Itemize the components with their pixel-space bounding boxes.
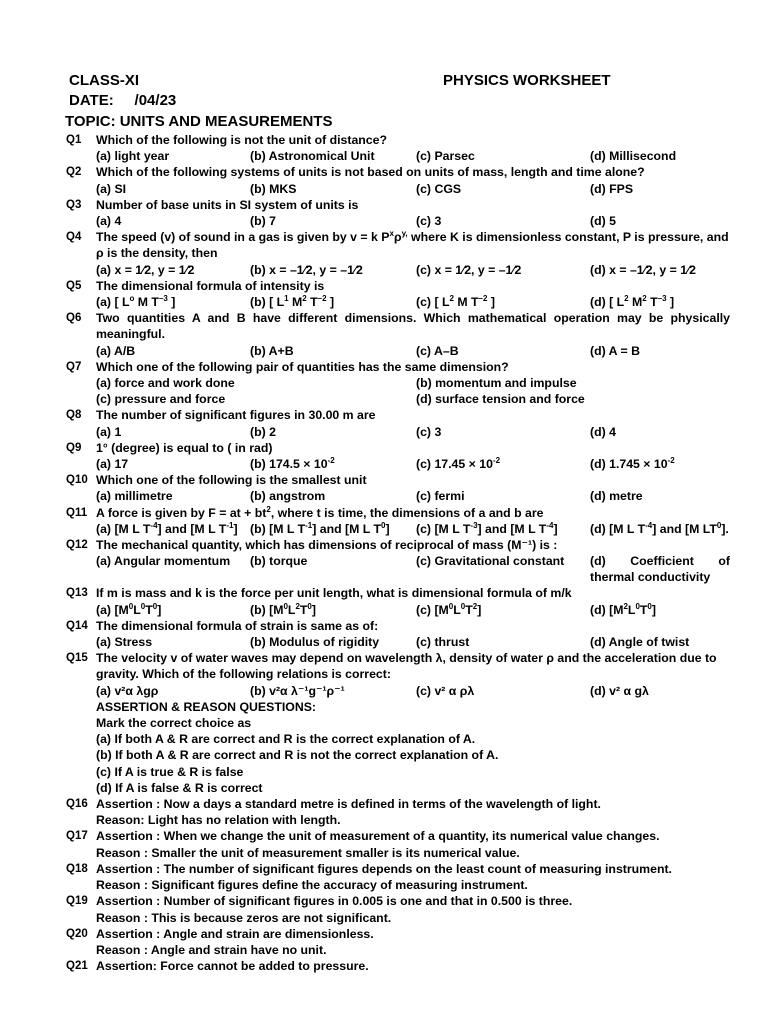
question-8	[0, 407, 768, 439]
question-number: Q21	[66, 960, 88, 973]
option-a: (a) light year	[96, 149, 170, 164]
question-number: Q11	[66, 506, 88, 519]
assertion-reason-instructions	[0, 699, 768, 796]
question-number: Q17	[66, 830, 88, 843]
assertion-text: Assertion : The number of significant figures depends on the least count of measuring instrument.	[96, 861, 672, 876]
question-14	[0, 618, 768, 650]
date-label: DATE: /04/23	[69, 92, 177, 109]
option-a: (a) millimetre	[96, 489, 173, 504]
option-c: (c) Gravitational constant	[416, 554, 565, 569]
choice-d: (d) If A is false & R is correct	[96, 780, 263, 795]
option-a: (a) 17	[96, 456, 129, 471]
question-number: Q2	[66, 166, 82, 179]
section-heading: ASSERTION & REASON QUESTIONS:	[96, 699, 316, 714]
question-21	[0, 958, 768, 974]
question-10	[0, 472, 768, 504]
question-text: The speed (v) of sound in a gas is given by v = k $P^x\rho^{y,}$ where K is dimensionless constant, P is pressure, and ρ is the density, then	[96, 229, 729, 261]
option-b: (b) $[M^0L^2T^0]$	[250, 601, 316, 617]
question-text: If m is mass and k is the force per unit length, what is dimensional formula of m/k	[96, 586, 572, 601]
option-row	[0, 488, 768, 504]
option-c: (c) fermi	[416, 489, 465, 504]
option-d: (d) Angle of twist	[590, 635, 690, 650]
choice-a: (a) If both A & R are correct and R is the correct explanation of A.	[96, 732, 476, 747]
question-number: Q9	[66, 441, 82, 454]
question-18	[0, 861, 768, 893]
option-a: (a) v²α λgρ	[96, 683, 159, 698]
option-row	[0, 553, 768, 585]
reason-text: Reason : This is because zeros are not significant.	[96, 910, 392, 925]
option-b: (b) MKS	[250, 181, 297, 196]
option-d: (d) v² α gλ	[590, 683, 649, 698]
option-row	[0, 602, 768, 618]
question-5	[0, 278, 768, 310]
assertion-text: Assertion : When we change the unit of measurement of a quantity, its numerical value changes.	[96, 829, 660, 844]
option-c: (c) v² α ρλ	[416, 683, 475, 698]
class-label: CLASS-XI	[69, 72, 140, 89]
assertion-text: Assertion : Now a days a standard metre is defined in terms of the wavelength of light.	[96, 797, 601, 812]
option-c: (c) [M L $T^{-3}$] and [M L $T^{-4}$]	[416, 520, 558, 536]
choice-b: (b) If both A & R are correct and R is not the correct explanation of A.	[96, 748, 499, 763]
question-number: Q12	[66, 538, 88, 551]
option-b: (b) Astronomical Unit	[250, 149, 375, 164]
option-b: (b) x = –1⁄2, y = –1⁄2	[250, 262, 363, 277]
question-text: 1° (degree) is equal to ( in rad)	[96, 440, 273, 455]
option-d: (d) A = B	[590, 343, 640, 358]
option-b: (b) $174.5 \times 10^{-2}$	[250, 455, 335, 471]
reason-text: Reason : Significant figures define the accuracy of measuring instrument.	[96, 878, 528, 893]
reason-text: Reason : Angle and strain have no unit.	[96, 942, 327, 957]
question-9	[0, 440, 768, 472]
option-a: (a) Angular momentum	[96, 554, 231, 569]
option-d: (d) surface tension and force	[416, 392, 585, 407]
option-d: (d) FPS	[590, 181, 634, 196]
option-b: (b) angstrom	[250, 489, 326, 504]
assertion-text: Assertion: Force cannot be added to pressure.	[96, 959, 369, 974]
assertion-text: Assertion : Angle and strain are dimensionless.	[96, 926, 374, 941]
question-11	[0, 505, 768, 537]
instruction-text: Mark the correct choice as	[96, 716, 252, 731]
option-d: (d) [M L $T^{-4}$] and [M $LT^0$].	[590, 520, 729, 536]
option-c: (c) $[M^0L^0T^2]$	[416, 601, 482, 617]
option-c: (c) 3	[416, 424, 442, 439]
question-number: Q20	[66, 927, 88, 940]
question-2	[0, 164, 768, 196]
question-text: Which of the following is not the unit of distance?	[96, 133, 388, 147]
question-4	[0, 229, 768, 278]
question-number: Q14	[66, 619, 88, 632]
question-19	[0, 893, 768, 925]
option-c: (c) 3	[416, 213, 442, 228]
option-c: (c) [ $L^2$ M $T^{-2}$ ]	[416, 293, 495, 309]
option-row	[0, 181, 768, 197]
question-15	[0, 650, 768, 699]
topic-heading: TOPIC: UNITS AND MEASUREMENTS	[65, 113, 333, 130]
question-16	[0, 796, 768, 828]
option-a: (a) [M L $T^{-4}$] and [M L $T^{-1}$]	[96, 520, 238, 536]
reason-text: Reason: Light has no relation with length.	[96, 813, 341, 828]
option-row	[0, 375, 768, 391]
assertion-text: Assertion : Number of significant figures in 0.005 is one and that in 0.500 is three.	[96, 894, 573, 909]
option-a: (a) SI	[96, 181, 127, 196]
option-b: (b) 2	[250, 424, 276, 439]
option-b: (b) v²α λ⁻¹g⁻¹ρ⁻¹	[250, 683, 345, 698]
question-text: A force is given by F = at + $bt^2$, where t is time, the dimensions of a and b are	[96, 504, 544, 520]
option-a: (a) force and work done	[96, 375, 235, 390]
question-number: Q18	[66, 862, 88, 875]
question-text: Number of base units in SI system of units is	[96, 197, 359, 212]
question-17	[0, 828, 768, 860]
question-number: Q10	[66, 474, 88, 487]
option-b: (b) Modulus of rigidity	[250, 635, 380, 650]
option-a: (a) $[M^0L^0T^0]$	[96, 601, 162, 617]
question-text: Which of the following systems of units is not based on units of mass, length and time alone?	[96, 165, 645, 180]
option-a: (a) Stress	[96, 635, 153, 650]
option-c: (c) pressure and force	[96, 392, 226, 407]
option-b: (b) [ $L^1$ $M^2$ $T^{-2}$ ]	[250, 293, 335, 309]
question-number: Q6	[66, 312, 82, 325]
option-a: (a) x = 1⁄2, y = 1⁄2	[96, 262, 195, 277]
option-c: (c) Parsec	[416, 149, 475, 164]
question-13	[0, 585, 768, 617]
question-text: Which one of the following is the smallest unit	[96, 473, 367, 488]
option-c: (c) x = 1⁄2, y = –1⁄2	[416, 262, 522, 277]
option-row	[0, 262, 768, 278]
question-number: Q1	[66, 134, 82, 146]
question-number: Q19	[66, 895, 88, 908]
option-d: (d) Millisecond	[590, 149, 677, 164]
option-d: (d) 5	[590, 213, 616, 228]
option-b: (b) 7	[250, 213, 276, 228]
question-text: The dimensional formula of strain is same as of:	[96, 618, 379, 633]
option-a: (a) 4	[96, 213, 122, 228]
question-20	[0, 926, 768, 958]
question-text: The dimensional formula of intensity is	[96, 278, 325, 293]
option-row	[0, 634, 768, 650]
option-c: (c) CGS	[416, 181, 462, 196]
option-c: (c) thrust	[416, 635, 470, 650]
option-c: (c) A–B	[416, 343, 459, 358]
question-number: Q8	[66, 409, 82, 422]
question-number: Q3	[66, 198, 82, 211]
question-7	[0, 359, 768, 408]
option-d: (d) [ $L^2$ $M^2$ $T^{-3}$ ]	[590, 293, 675, 309]
option-row	[0, 424, 768, 440]
option-row	[0, 343, 768, 359]
option-d: (d) 4	[590, 424, 616, 439]
question-text: Which one of the following pair of quantities has the same dimension?	[96, 359, 509, 374]
question-number: Q5	[66, 279, 82, 292]
option-d: (d) $1.745 \times 10^{-2}$	[590, 455, 675, 471]
option-b: (b) [M L $T^{-1}$] and [M L $T^0$]	[250, 520, 390, 536]
option-row	[0, 456, 768, 472]
option-b: (b) momentum and impulse	[416, 375, 577, 390]
question-3	[0, 197, 768, 229]
question-number: Q13	[66, 587, 88, 600]
question-text: Two quantities A and B have different dimensions. Which mathematical operation may be physically meaningful.	[96, 311, 730, 342]
worksheet-title: PHYSICS WORKSHEET	[443, 72, 611, 89]
option-a: (a) 1	[96, 424, 122, 439]
option-row	[0, 391, 768, 407]
reason-text: Reason : Smaller the unit of measurement smaller is its numerical value.	[96, 845, 520, 860]
option-a: (a) A/B	[96, 343, 136, 358]
question-text: The number of significant figures in 30.00 m are	[96, 408, 376, 423]
question-1	[0, 132, 768, 164]
option-b: (b) A+B	[250, 343, 294, 358]
option-row	[0, 148, 768, 164]
question-list	[0, 132, 768, 974]
question-12	[0, 537, 768, 586]
option-d: (d) x = –1⁄2, y = 1⁄2	[590, 262, 696, 277]
option-row	[0, 521, 768, 537]
option-row	[0, 213, 768, 229]
question-number: Q7	[66, 360, 82, 373]
question-number: Q15	[66, 652, 88, 665]
option-d: (d) metre	[590, 489, 643, 504]
option-d: (d) $[M^2L^0T^0]$	[590, 601, 656, 617]
option-row	[0, 683, 768, 699]
question-number: Q4	[66, 231, 82, 244]
question-6	[0, 310, 768, 359]
option-b: (b) torque	[250, 554, 308, 569]
choice-c: (c) If A is true & R is false	[96, 764, 244, 779]
option-d: (d) Coefficient of thermal conductivity	[590, 554, 730, 585]
option-c: (c) $17.45 \times 10^{-2}$	[416, 455, 501, 471]
question-text: The velocity v of water waves may depend on wavelength λ, density of water ρ and the acceleration due to gravity. Which of the following relations is correct:	[96, 651, 717, 682]
question-number: Q16	[66, 798, 88, 811]
option-row	[0, 294, 768, 310]
question-text: The mechanical quantity, which has dimensions of reciprocal of mass (M⁻¹) is :	[96, 537, 558, 552]
option-a: (a) [ $L^o$ M $T^{-3}$ ]	[96, 293, 176, 309]
